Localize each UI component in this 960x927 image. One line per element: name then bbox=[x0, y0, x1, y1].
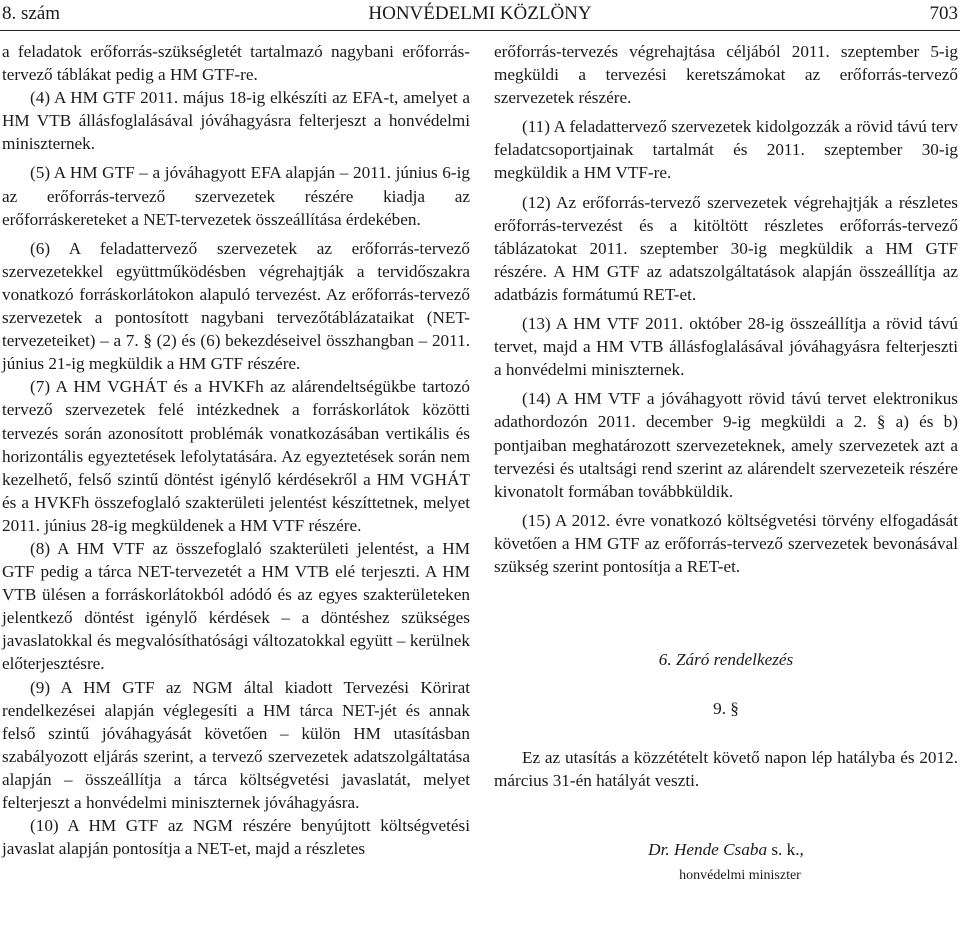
paragraph-12: (12) Az erőforrás-tervező szervezetek végrehajtják a részletes erőforrás-tervezést és a kitöltött részletes erőforrás-tervező táblázatokat 2011. szeptember 30-ig megküldik a HM GTF részére. A HM GTF az adatszolgáltatások alapján összeállítja az adatbázis formátumú RET-et. bbox=[494, 192, 958, 304]
journal-title: HONVÉDELMI KÖZLÖNY bbox=[368, 3, 592, 24]
right-column bbox=[494, 40, 958, 887]
signer-role: honvédelmi miniszter bbox=[679, 867, 801, 883]
paragraph-9: (9) A HM GTF az NGM által kiadott Tervezési Körirat rendelkezései alapján véglegesíti a HM tárca NET-jét és annak felső szintű jóváhagyását követően – külön HM utasításban szabályozott eljárás szerint, a tervező szervezetek adatszolgáltatása alapján – összeállítja a tárca költségvetési javaslatát, melyet felterjeszt a honvédelmi miniszternek jóváhagyásra. bbox=[2, 677, 470, 812]
paragraph-10: (10) A HM GTF az NGM részére benyújtott költségvetési javaslat alapján pontosítja a NET-et, majd a részletes bbox=[2, 816, 470, 859]
paragraph-13: (13) A HM VTF 2011. október 28-ig összeállítja a rövid távú tervet, majd a HM VTB állásfoglalásával jóváhagyásra felterjeszti a honvédelmi miniszternek. bbox=[494, 314, 958, 380]
issue-number: 8. szám bbox=[2, 3, 61, 24]
page-number: 703 bbox=[929, 3, 958, 24]
left-column bbox=[2, 40, 470, 860]
section-number: 9. § bbox=[713, 699, 739, 719]
signer-name: Dr. Hende Csaba bbox=[648, 840, 768, 860]
paragraph-continuation: a feladatok erőforrás-szükségletét tartalmazó nagybani erőforrás-tervező táblákat pedig a HM GTF-re. bbox=[2, 42, 470, 85]
paragraph-10-continuation: erőforrás-tervezés végrehajtása céljából 2011. szeptember 5-ig megküldi a tervezési keretszámokat az erőforrás-tervező szervezetek részére. bbox=[494, 42, 958, 108]
paragraph-14: (14) A HM VTF a jóváhagyott rövid távú tervet elektronikus adathordozón 2011. december 9-ig megküldi a 2. § a) és b) pontjaiban meghatározott szervezeteknek, amely szervezetek azt a tervezési és utaltsági rend szerint az alárendelt szervezeteik részére kivonatolt formában továbbküldik. bbox=[494, 389, 958, 501]
paragraph-7: (7) A HM VGHÁT és a HVKFh az alárendeltségükbe tartozó tervező szervezetek felé intézkednek a forráskorlátok közötti tervezés során azonosított problémák vonatkozásában vertikális és horizontális egyeztetések lefolytatására. Az egyeztetések során nem kezelhető, felső szintű döntést igénylő kérdésekről a HM VGHÁT és a HVKFh összefoglaló szakterületi jelentést készíttetnek, melyet 2011. június 28-ig megküldenek a HM VTF részére. bbox=[2, 377, 470, 535]
paragraph-8: (8) A HM VTF az összefoglaló szakterületi jelentést, a HM GTF pedig a tárca NET-tervezetét a HM VTB elé terjeszti. A HM VTB ülésen a forráskorlátokból adódó és az egyes szakterületeken jelentkező döntést igénylő kérdések – a döntéshez szükséges javaslatokkal és megvalósíthatósági változatokkal együtt – kerülnek előterjesztésre. bbox=[2, 538, 470, 674]
page-header bbox=[0, 0, 960, 31]
section-title: 6. Záró rendelkezés bbox=[658, 650, 794, 670]
paragraph-5: (5) A HM GTF – a jóváhagyott EFA alapján – 2011. június 6-ig az erőforrás-tervező szervezetek részére kiadja az erőforráskereteket a NET-tervezetek összeállítása érdekében. bbox=[2, 163, 470, 229]
paragraph-6: (6) A feladattervező szervezetek az erőforrás-tervező szervezetekkel együttműködésben végrehajtják a tervidőszakra vonatkozó forráskorlátokon alapuló tervezést. Az erőforrás-tervező szervezetek a pontosított nagybani tervezőtáblázataikat (NET-tervezeteiket) – a 7. § (2) és (6) bekezdéseivel összhangban – 2011. június 21-ig megküldik a HM GTF részére. bbox=[2, 238, 470, 374]
signature-line bbox=[494, 838, 958, 861]
signer-suffix: s. k., bbox=[767, 840, 804, 860]
paragraph-11: (11) A feladattervező szervezetek kidolgozzák a rövid távú terv feladatcsoportjainak tartalmát és 2011. szeptember 30-ig megküldik a HM VTF-re. bbox=[494, 117, 958, 183]
closing-text: Ez az utasítás a közzétételt követő napon lép hatályba és 2012. március 31-én hatályát veszti. bbox=[494, 748, 958, 791]
paragraph-15: (15) A 2012. évre vonatkozó költségvetési törvény elfogadását követően a HM GTF az erőforrás-tervező szervezetek bevonásával szükség szerint pontosítja a RET-et. bbox=[494, 510, 958, 576]
paragraph-4: (4) A HM GTF 2011. május 18-ig elkészíti az EFA-t, amelyet a HM VTB állásfoglalásával jóváhagyásra felterjeszt a honvédelmi miniszternek. bbox=[2, 88, 470, 154]
